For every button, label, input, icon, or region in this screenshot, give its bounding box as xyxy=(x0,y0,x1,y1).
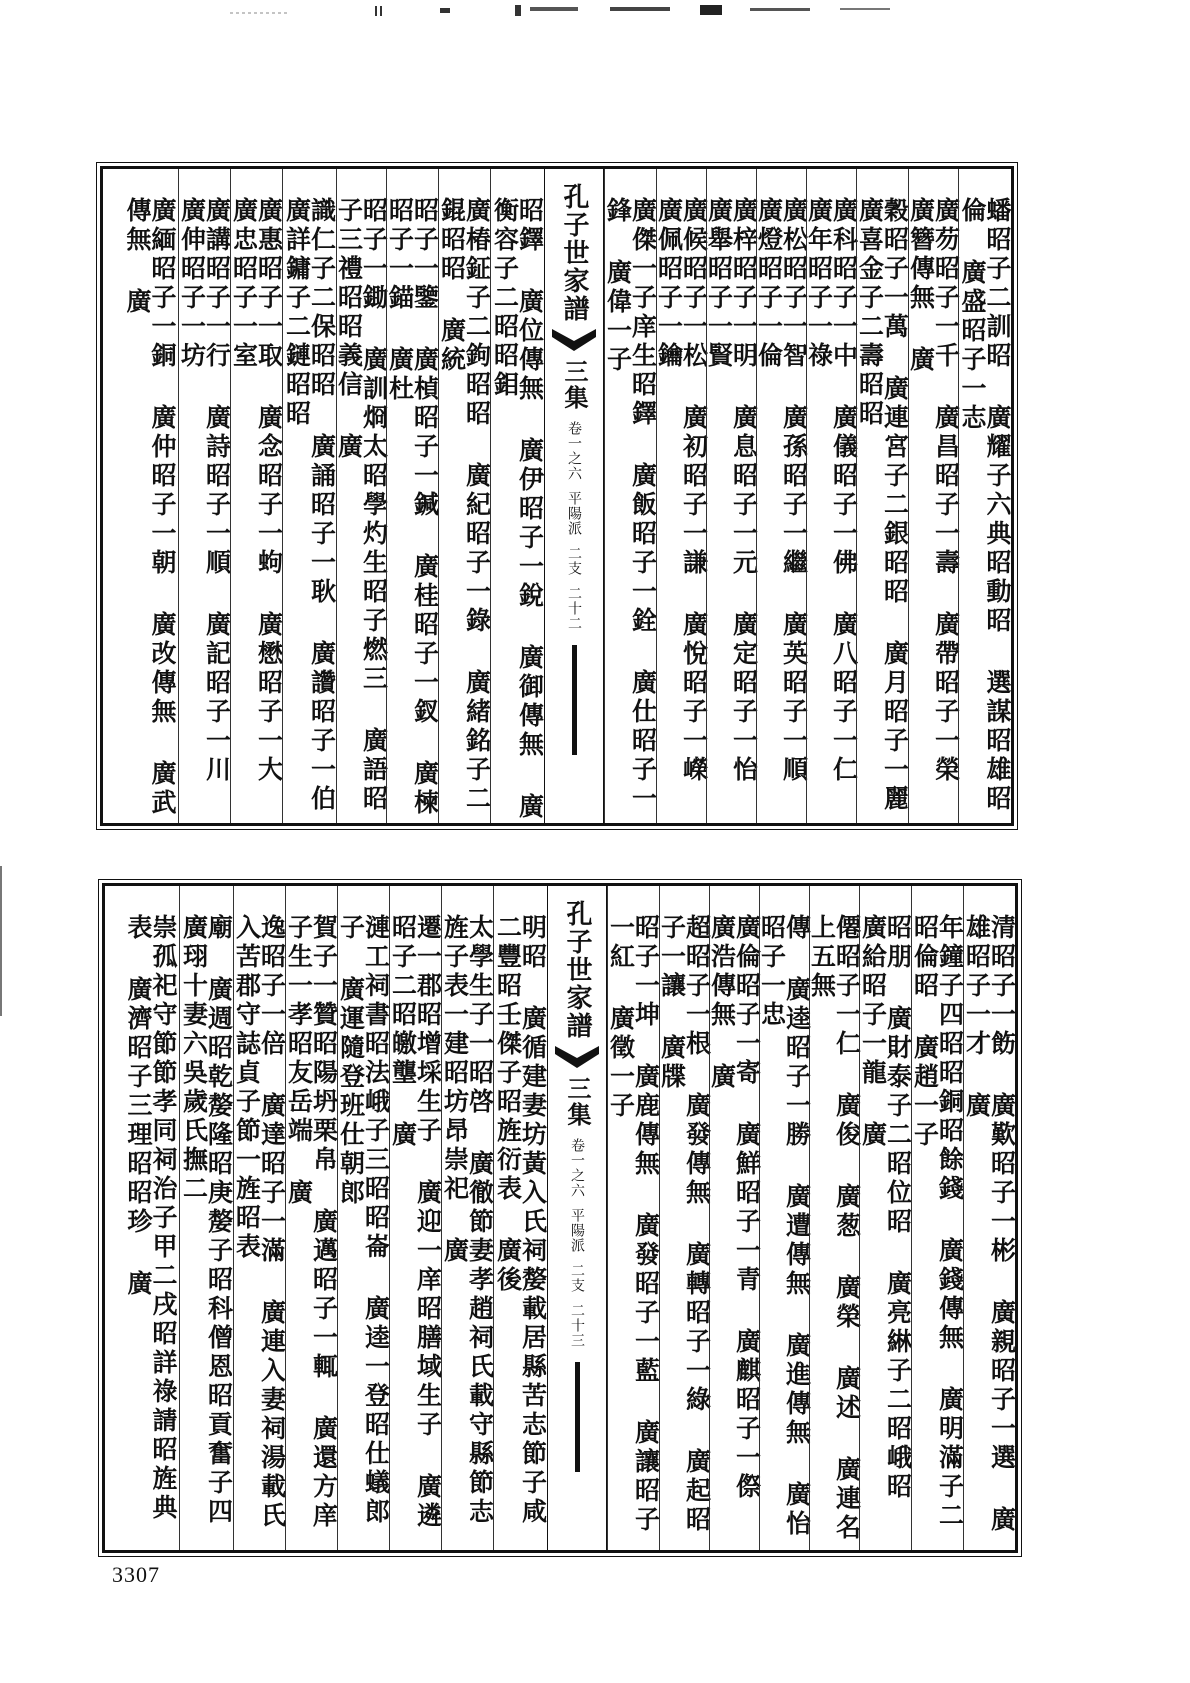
text-column: 漣工祠書昭法峨子三昭昭崙 廣逵一登昭仕蟻郎子 廣運隨登班仕朝郎 xyxy=(337,886,389,1550)
text-column: 廟 廣週昭乾嫠隆昭庚嫠子昭科僧恩昭貢奮子四 廣珝十妻六吳歲氏撫二 xyxy=(179,886,233,1550)
text-column: 清昭子一飭 廣歎昭子一彬 廣親昭子一選 廣雄昭子一才 廣 xyxy=(963,886,1015,1550)
text-column: 廣惠昭子一取 廣念昭子一蚼 廣懋昭子一大 廣忠昭子一室 xyxy=(230,169,282,823)
text-column: 廣科昭子一中 廣儀昭子一佛 廣八昭子一仁 廣年昭子一祿 xyxy=(806,169,856,823)
text-column: 僊昭子一仁 廣俊 廣葱 廣榮 廣述 廣連名上五無 xyxy=(809,886,859,1550)
branch-label: 平陽派 xyxy=(566,491,582,536)
text-column: 廣講昭子一行 廣詩昭子一順 廣記昭子一川 廣伸昭子一坊 xyxy=(178,169,230,823)
text-column: 廣倫昭子一寄 廣鮮昭子一青 廣麒昭子一傺 廣浩傳無 廣 xyxy=(709,886,759,1550)
text-column: 超昭子一根 廣發傳無 廣轉昭子一綠 廣起昭子一讓 廣牒 xyxy=(659,886,709,1550)
folio-number: 二十三 xyxy=(569,1303,585,1348)
text-column: 蟠昭子二訓昭 廣耀子六典昭動昭 選謀昭雄昭倫 廣盛昭子一志 xyxy=(958,169,1011,823)
folio-number: 二十二 xyxy=(566,586,582,631)
collection-label: 三集 xyxy=(560,359,589,411)
page-number: 3307 xyxy=(112,1562,160,1587)
text-column: 廣梓昭子一明 廣息昭子一元 廣定昭子一怡 廣舉昭子一賢 xyxy=(706,169,756,823)
text-column: 廣緬昭子一銅 廣仲昭子一朝 廣改傳無 廣武傳無 廣 xyxy=(123,197,177,818)
center-column-header xyxy=(547,886,607,1550)
text-column: 昭子一鑒 廣楨昭子一鍼 廣桂昭子一釵 廣楝昭子一錨 廣杜 xyxy=(386,169,438,823)
text-column: 昭子一坤 廣鹿傳無 廣發昭子一藍 廣讓昭子一紅 廣徵一子 xyxy=(607,886,659,1550)
text-column: 崇孤祀守節節孝同祠治子甲二戌昭詳祿請昭旌典表 廣濟昭子三理昭昭珍 廣 xyxy=(124,914,178,1523)
text-column: 昭朋 廣財泰子二昭位昭 廣亮綝子二昭峨昭 廣給昭子一龍 廣 xyxy=(859,886,911,1550)
branch-label: 平陽派 xyxy=(569,1208,585,1253)
center-rule xyxy=(575,1362,580,1472)
text-column: 廣松昭子一智 廣孫昭子一繼 廣英昭子一順 廣燈昭子一倫 xyxy=(756,169,806,823)
text-column: 賀子一贊昭陽坍栗帛 廣邁昭子一輒 廣還方庠子生一孝昭友岳端 廣 xyxy=(285,886,337,1550)
text-column: 廣芴昭子一千 廣昌昭子一壽 廣帶昭子一榮 廣簪傳無 廣 xyxy=(908,169,958,823)
text-column: 明昭 廣循建妻坊黃入氏祠嫠載居縣苦志節子咸二豐昭壬傑子昭旌衍表 廣後 xyxy=(493,886,547,1550)
binding-edge xyxy=(0,866,2,1016)
text-column: 識仁子二保昭昭 廣誦昭子一耿 廣讚昭子一伯 廣詳鏞子二鏈昭昭 xyxy=(282,169,336,823)
text-column: 遷一郡昭增埰生子 廣迎一庠昭膳域生子 廣遴昭子二昭皦壟 廣 xyxy=(389,886,441,1550)
collection-label: 三集 xyxy=(563,1076,592,1128)
book-title: 孔子世家譜 xyxy=(562,900,592,1040)
fish-tail-mark-icon xyxy=(552,329,596,353)
text-column: 穀昭子一萬 廣連宮子二銀昭昭 廣月昭子一麗 廣喜金子二壽昭昭 xyxy=(856,169,908,823)
text-column: 逸昭子一倍 廣達昭子一滿 廣連入妻祠湯載氏入苦郡守誌貞子節一旌昭表 xyxy=(233,886,285,1550)
text-column: 年鐘子四昭昭銅昭餘錢 廣錢傳無 廣明滿子二昭倫昭 廣趙一子 xyxy=(911,886,963,1550)
genealogy-page-bottom xyxy=(102,883,1018,1560)
scan-noise-top xyxy=(230,0,930,22)
text-column: 昭鐸 廣位傳無 廣伊昭子一銳 廣御傳無 廣衡容子二昭昭鉬 xyxy=(490,169,544,823)
genealogy-page-top xyxy=(100,166,1014,847)
center-rule xyxy=(572,645,577,755)
text-column: 廣候昭子一松 廣初昭子一謙 廣悅昭子一嶸 廣佩昭子一鑰 xyxy=(656,169,706,823)
branch-number: 二支 xyxy=(566,546,582,576)
branch-number: 二支 xyxy=(569,1263,585,1293)
text-column: 廣椿鉦子二鉤昭昭 廣紀昭子一錄 廣緒銘子二錕昭昭 廣統 xyxy=(438,169,490,823)
fish-tail-mark-icon xyxy=(555,1046,599,1070)
volume-label: 卷一之六 xyxy=(569,1138,585,1198)
text-column: 太學生子一昭啓 廣徹節妻孝趙祠氏載守縣節志旌子表一建昭坊昂崇祀 廣 xyxy=(441,886,493,1550)
text-column: 傳 廣逵昭子一勝 廣遭傳無 廣進傳無 廣怡昭子一忠 xyxy=(759,886,809,1550)
text-column: 廣傑一子庠生昭鐸 廣飯昭子一銓 廣仕昭子一鋒 廣偉一子 xyxy=(604,169,656,823)
text-column: 昭子一鋤 廣訓烱太昭學灼生昭子燃三 廣語昭子三禮昭昭義信 廣 xyxy=(336,169,386,823)
book-title: 孔子世家譜 xyxy=(559,183,589,323)
center-column-header xyxy=(544,169,604,823)
volume-label: 卷一之六 xyxy=(566,421,582,481)
